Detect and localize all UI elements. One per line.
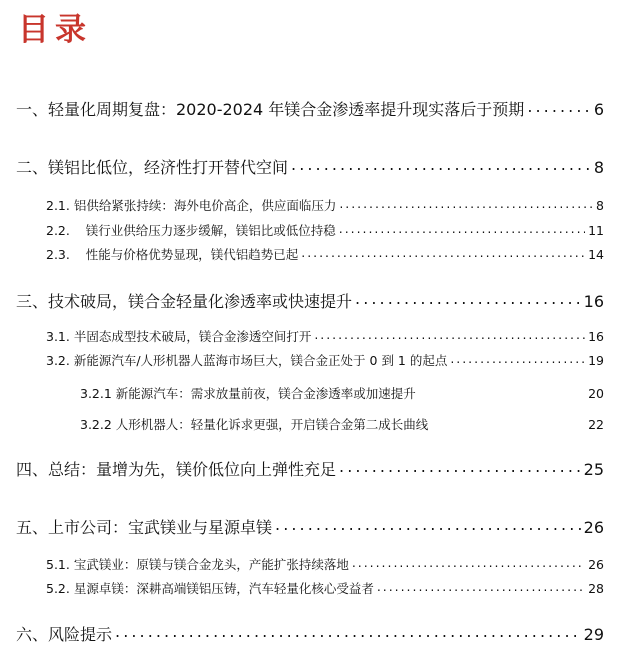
toc-leader-dots — [301, 247, 585, 260]
toc-leader-dots — [527, 99, 591, 115]
toc-entry-page: 6 — [593, 100, 604, 119]
toc-entry[interactable] — [46, 351, 604, 369]
toc-leader-dots — [339, 459, 581, 475]
toc-entry-title: 5.1. 宝武镁业：原镁与镁合金龙头，产能扩张持续落地 — [46, 557, 349, 572]
toc-leader-space — [431, 417, 585, 430]
toc-leader-dots — [339, 223, 585, 236]
toc-entry-page: 19 — [588, 353, 604, 368]
toc-entry-title: 5.2. 星源卓镁：深耕高端镁铝压铸，汽车轻量化核心受益者 — [46, 581, 374, 596]
toc-entry-page: 16 — [588, 329, 604, 344]
toc-entry[interactable] — [80, 384, 604, 402]
toc-entry-page: 26 — [583, 518, 604, 537]
toc-entry[interactable] — [46, 196, 604, 214]
toc-entry-page: 20 — [588, 386, 604, 401]
toc-entry-page: 29 — [583, 625, 604, 644]
toc-entry-title: 四、总结：量增为先，镁价低位向上弹性充足 — [16, 460, 337, 479]
toc-entry-page: 16 — [583, 292, 604, 311]
toc-entry-page: 25 — [583, 460, 604, 479]
toc-entry[interactable] — [16, 515, 604, 537]
toc-leader-dots — [314, 329, 585, 342]
toc-entry-title: 一、轻量化周期复盘：2020-2024 年镁合金渗透率提升现实落后于预期 — [16, 100, 525, 119]
page-title: 目录 — [18, 12, 92, 48]
toc-entry-title: 3.2. 新能源汽车/人形机器人蓝海市场巨大，镁合金正处于 0 到 1 的起点 — [46, 353, 448, 368]
toc-entry[interactable] — [16, 155, 604, 177]
toc-leader-dots — [352, 557, 585, 570]
toc-entry[interactable] — [46, 579, 604, 597]
toc-entry[interactable] — [16, 289, 604, 311]
toc-leader-space — [419, 386, 585, 399]
toc-entry-page: 22 — [588, 417, 604, 432]
toc-leader-dots — [115, 624, 581, 640]
toc-entry-title: 2.1. 铝供给紧张持续：海外电价高企，供应面临压力 — [46, 198, 337, 213]
toc-leader-dots — [355, 291, 581, 307]
toc-leader-dots — [291, 157, 591, 173]
toc-entry[interactable] — [46, 555, 604, 573]
toc-entry[interactable] — [16, 97, 604, 119]
toc-entry-page: 8 — [596, 198, 604, 213]
toc-leader-dots — [377, 581, 585, 594]
toc-entry-title: 3.1. 半固态成型技术破局，镁合金渗透空间打开 — [46, 329, 312, 344]
toc-leader-dots — [275, 517, 581, 533]
toc-entry-title: 3.2.2 人形机器人：轻量化诉求更强，开启镁合金第二成长曲线 — [80, 417, 429, 432]
toc-entry[interactable] — [16, 622, 604, 644]
toc-entry-title: 二、镁铝比低位，经济性打开替代空间 — [16, 158, 289, 177]
toc-entry-title: 五、上市公司：宝武镁业与星源卓镁 — [16, 518, 273, 537]
toc-entry[interactable] — [46, 221, 604, 239]
toc-entry-title: 六、风险提示 — [16, 625, 113, 644]
toc-entry-title: 2.3. 性能与价格优势显现，镁代铝趋势已起 — [46, 247, 299, 262]
toc-entry-title: 三、技术破局，镁合金轻量化渗透率或快速提升 — [16, 292, 353, 311]
toc-entry-page: 11 — [588, 223, 604, 238]
toc-entry-page: 26 — [588, 557, 604, 572]
toc-entry-title: 2.2. 镁行业供给压力逐步缓解，镁铝比或低位持稳 — [46, 223, 336, 238]
toc-entry[interactable] — [80, 415, 604, 433]
toc-entry[interactable] — [16, 457, 604, 479]
toc-entry[interactable] — [46, 245, 604, 263]
toc-entry-page: 14 — [588, 247, 604, 262]
toc-leader-dots — [339, 198, 593, 211]
toc-entry-page: 8 — [593, 158, 604, 177]
toc-entry[interactable] — [46, 327, 604, 345]
toc-entry-page: 28 — [588, 581, 604, 596]
toc-entry-title: 3.2.1 新能源汽车：需求放量前夜，镁合金渗透率或加速提升 — [80, 386, 416, 401]
toc-leader-dots — [450, 353, 585, 366]
